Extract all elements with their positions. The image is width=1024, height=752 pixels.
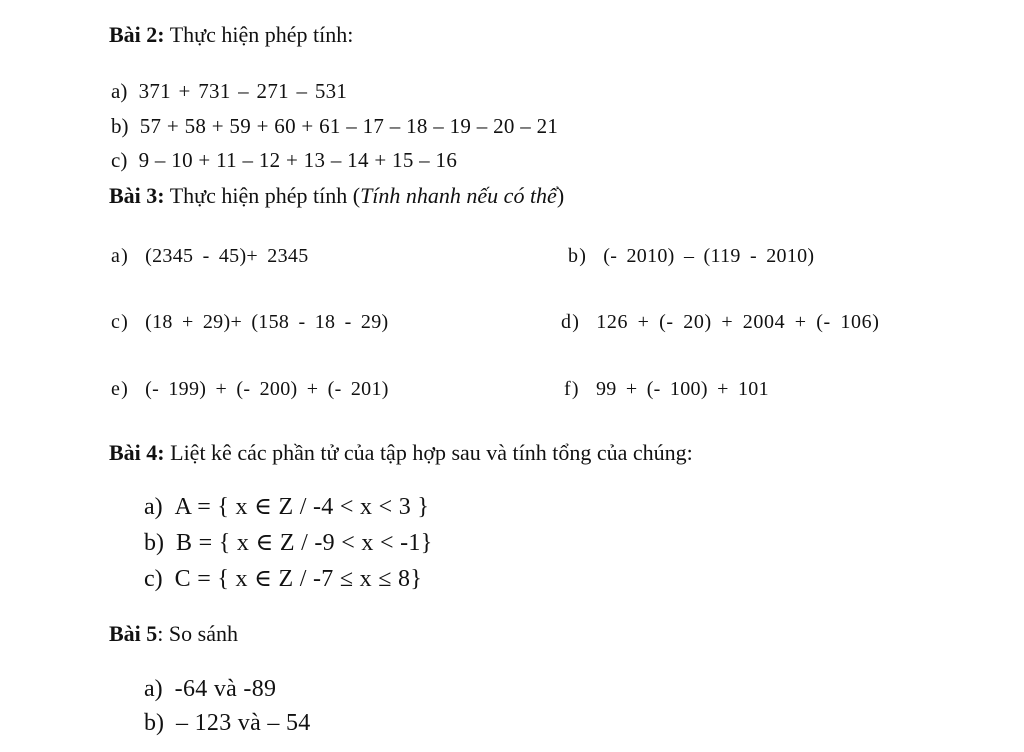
bai3-heading-italic: Tính nhanh nếu có thể: [360, 183, 557, 208]
item-label: d): [561, 311, 581, 333]
bai4-item-c: [144, 566, 422, 592]
item-label: b): [568, 245, 588, 267]
item-expression: B = { x ∈ Z / -9 < x < -1}: [176, 530, 433, 556]
item-expression: 126 + (- 20) + 2004 + (- 106): [596, 311, 880, 333]
item-expression: (18 + 29)+ (158 - 18 - 29): [145, 311, 389, 333]
bai2-item-c: [111, 147, 457, 173]
bai3-item-a: [111, 243, 309, 269]
item-expression: -64 và -89: [174, 676, 277, 702]
item-label: c): [111, 311, 129, 333]
bai2-heading-text: Thực hiện phép tính:: [169, 22, 354, 47]
bai5-item-b: [144, 710, 311, 736]
item-expression: (2345 - 45)+ 2345: [145, 245, 309, 267]
item-label: a): [111, 79, 128, 103]
bai3-heading-close: ): [556, 183, 565, 208]
item-expression: 99 + (- 100) + 101: [595, 378, 769, 400]
item-expression: A = { x ∈ Z / -4 < x < 3 }: [174, 494, 430, 520]
item-label: c): [144, 566, 163, 592]
bai2-heading: [109, 22, 353, 48]
item-label: b): [144, 530, 164, 556]
item-expression: 371 + 731 – 271 – 531: [138, 79, 348, 103]
bai2-item-a: [111, 78, 347, 104]
bai5-heading-text: : So sánh: [157, 621, 238, 646]
bai3-item-f: [564, 376, 769, 402]
item-expression: (- 2010) – (119 - 2010): [603, 245, 815, 267]
bai3-item-b: [568, 243, 814, 269]
bai4-item-b: [144, 530, 433, 556]
item-expression: 9 – 10 + 11 – 12 + 13 – 14 + 15 – 16: [138, 148, 458, 172]
item-label: a): [111, 245, 129, 267]
bai3-heading-text: Thực hiện phép tính (: [169, 183, 361, 208]
item-expression: – 123 và – 54: [176, 710, 311, 736]
item-expression: C = { x ∈ Z / -7 ≤ x ≤ 8}: [174, 566, 423, 592]
item-label: b): [111, 114, 129, 138]
bai3-item-e: [111, 376, 389, 402]
item-label: f): [564, 378, 580, 400]
bai5-heading-bold: Bài 5: [109, 621, 158, 646]
item-expression: (- 199) + (- 200) + (- 201): [145, 378, 389, 400]
item-label: b): [144, 710, 164, 736]
bai4-heading: [109, 440, 693, 466]
bai3-item-c: [111, 309, 388, 335]
bai4-heading-text: Liệt kê các phần tử của tập hợp sau và tính tổng của chúng:: [170, 440, 693, 465]
bai5-heading: [109, 621, 238, 647]
item-label: e): [111, 378, 129, 400]
item-label: a): [144, 494, 163, 520]
bai4-heading-bold: Bài 4:: [109, 440, 165, 465]
bai2-item-b: [111, 113, 558, 139]
bai2-heading-bold: Bài 2:: [109, 22, 165, 47]
item-label: a): [144, 676, 163, 702]
bai3-heading: [109, 183, 564, 209]
item-expression: 57 + 58 + 59 + 60 + 61 – 17 – 18 – 19 – 20 – 21: [139, 114, 559, 138]
bai5-item-a: [144, 676, 276, 702]
bai4-item-a: [144, 494, 429, 520]
item-label: c): [111, 148, 128, 172]
bai3-item-d: [561, 309, 879, 335]
bai3-heading-bold: Bài 3:: [109, 183, 165, 208]
